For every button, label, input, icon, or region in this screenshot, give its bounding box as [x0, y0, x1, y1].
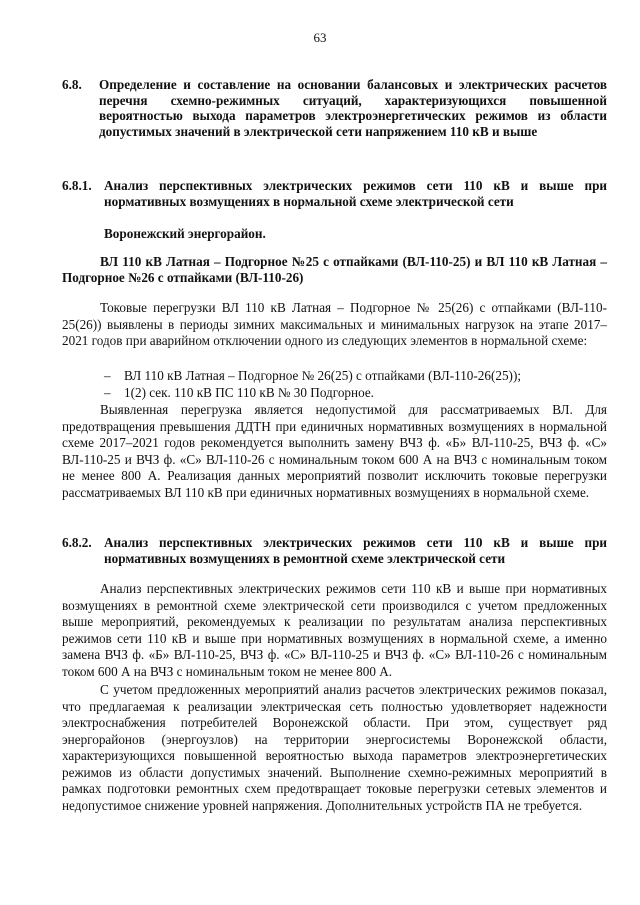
- section-title: Анализ перспективных электрических режимов сети 110 кВ и выше при нормативных возмущениях в ремонтной схеме электрической сети: [104, 535, 607, 566]
- section-title: Определение и составление на основании балансовых и электрических расчетов перечня схемно-режимных ситуаций, характеризующихся повышенной вероятностью выхода параметров электроэнергетических режимов из области допустимых значений в электрической сети напряжением 110 кВ и выше: [99, 77, 607, 139]
- paragraph-repair: Анализ перспективных электрических режимов сети 110 кВ и выше при нормативных возмущениях в ремонтной схеме электрической сети производился с учетом предложенных выше мероприятий, рекомендуемых к реализации по результатам анализа перспективных режимов сети 110 кВ и выше при нормативных возмущениях в нормальной схеме, а именно замена ВЧЗ ф. «Б» ВЛ-110-25, ВЧЗ ф. «С» ВЛ-110-25 и ВЧЗ ф. «С» ВЛ-110-26 с номинальным током 600 А на ВЧЗ с номинальным током не менее 800 А.: [62, 581, 607, 679]
- line-title: ВЛ 110 кВ Латная – Подгорное №25 с отпайками (ВЛ-110-25) и ВЛ 110 кВ Латная – Подгорное №26 с отпайками (ВЛ-110-26): [62, 254, 607, 285]
- section-heading-6-8: [62, 77, 607, 139]
- paragraph-measures: Выявленная перегрузка является недопустимой для рассматриваемых ВЛ. Для предотвращения превышения ДДТН при единичных нормативных возмущениях в нормальной схеме 2017–2021 годов рекомендуется выполнить замену ВЧЗ ф. «Б» ВЛ-110-25, ВЧЗ ф. «С» ВЛ-110-25 и ВЧЗ ф. «С» ВЛ-110-26 с номинальным током 600 А на ВЧЗ с номинальным током не менее 800 А. Реализация данных мероприятий позволит исключить токовые перегрузки рассматриваемых ВЛ 110 кВ при единичных нормативных возмущениях в нормальной схеме.: [62, 402, 607, 500]
- list-dash: –: [104, 385, 111, 400]
- section-heading-6-8-1: [62, 178, 607, 209]
- section-heading-6-8-2: [62, 535, 607, 566]
- region-title: Воронежский энергорайон.: [104, 226, 266, 241]
- paragraph-conclusion: С учетом предложенных мероприятий анализ расчетов электрических режимов показал, что предлагаемая к реализации электрическая сеть полностью удовлетворяет надежности электроснабжения потребителей Воронежской области. При этом, существует ряд энергорайонов (энергоузлов) на территории энергосистемы Воронежской области, характеризующихся повышенной вероятностью выхода параметров электроэнергетических режимов из области допустимых значений. Выполнение схемно-режимных мероприятий в рамках подготовки ремонтных схем предотвращает токовые перегрузки сетевых элементов и недопустимое снижение уровней напряжения. Дополнительных устройств ПА не требуется.: [62, 682, 607, 813]
- page-number: 63: [313, 30, 327, 45]
- list-item-text: 1(2) сек. 110 кВ ПС 110 кВ № 30 Подгорное.: [124, 385, 374, 400]
- section-number: 6.8.1.: [62, 178, 92, 193]
- paragraph-overload: Токовые перегрузки ВЛ 110 кВ Латная – Подгорное № 25(26) с отпайками (ВЛ-110-25(26)) выявлены в периоды зимних максимальных и минимальных нагрузок на этапе 2017–2021 годов при аварийном отключении одного из следующих элементов в нормальной схеме:: [62, 300, 607, 348]
- section-number: 6.8.2.: [62, 535, 92, 550]
- list-item-text: ВЛ 110 кВ Латная – Подгорное № 26(25) с отпайками (ВЛ-110-26(25));: [124, 368, 521, 383]
- section-number: 6.8.: [62, 77, 82, 92]
- list-item: [104, 368, 607, 385]
- section-title: Анализ перспективных электрических режимов сети 110 кВ и выше при нормативных возмущениях в нормальной схеме электрической сети: [104, 178, 607, 209]
- list-dash: –: [104, 368, 111, 383]
- list-item: [104, 385, 607, 402]
